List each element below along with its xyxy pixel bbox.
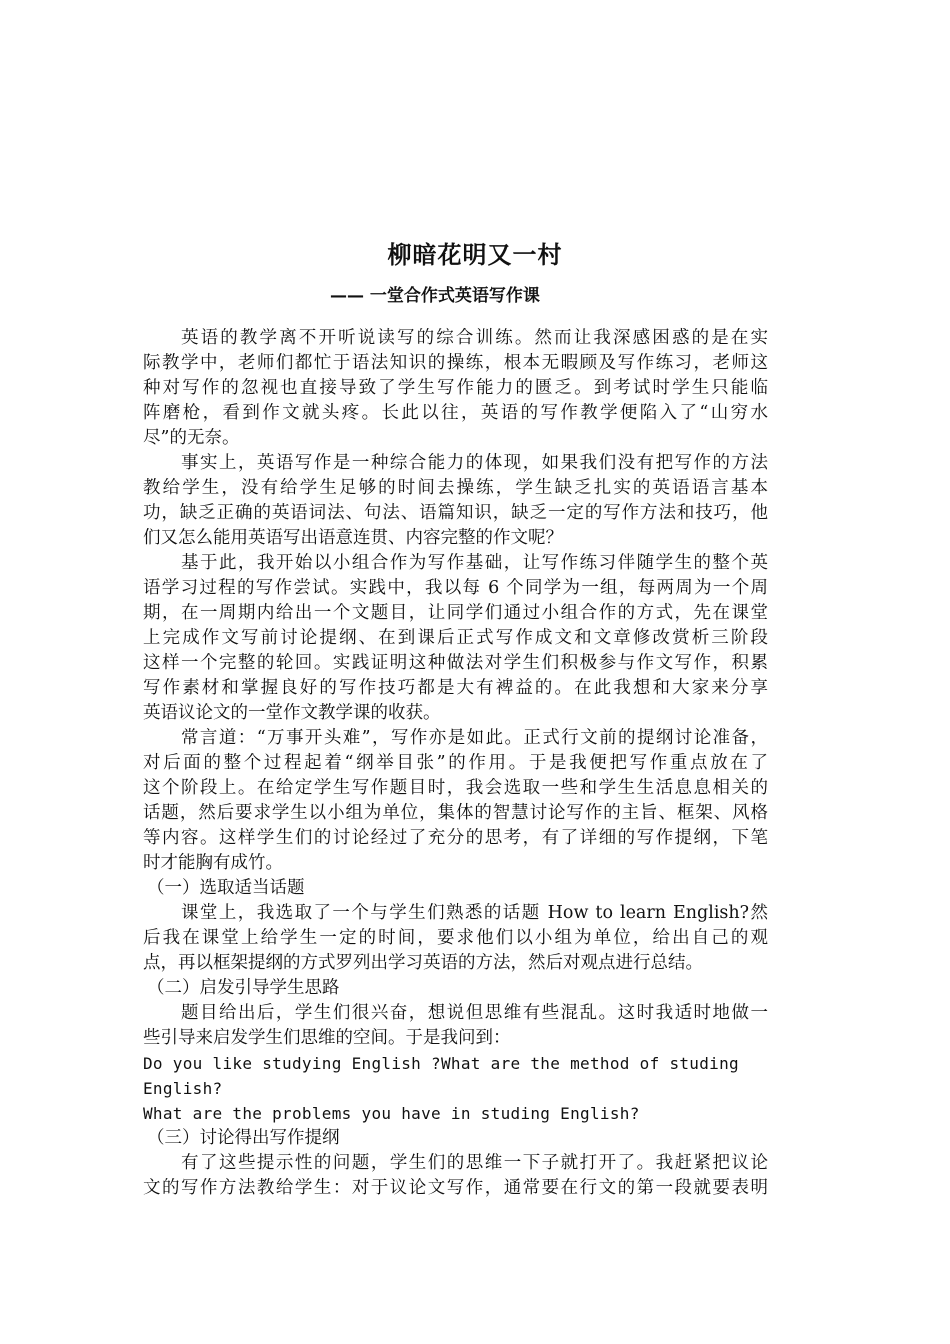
- section-heading: （三）讨论得出写作提纲: [147, 1128, 340, 1148]
- paragraph-first-line: 题目给出后，学生们很兴奋，想说但思维有些混乱。这时我适时地做一: [181, 1003, 768, 1023]
- text-line: 这个阶段上。在给定学生写作题目时，我会选取一些和学生生活息息相关的: [143, 778, 768, 798]
- section-heading: （一）选取适当话题: [147, 878, 305, 898]
- text-line: 这样一个完整的轮回。实践证明这种做法对学生们积极参与作文写作，积累: [143, 653, 768, 673]
- text-line: 功，缺乏正确的英语词法、句法、语篇知识，缺乏一定的写作方法和技巧，他: [143, 503, 768, 523]
- text-line: 阵磨枪，看到作文就头疼。长此以往，英语的写作教学便陷入了“山穷水: [143, 403, 768, 423]
- document-body: [143, 326, 768, 1201]
- text-line: 教给学生，没有给学生足够的时间去操练，学生缺乏扎实的英语语言基本: [143, 478, 768, 498]
- paragraph-last-line: 们又怎么能用英语写出语意连贯、内容完整的作文呢？: [143, 528, 563, 548]
- paragraph-first-line: 常言道：“万事开头难”，写作亦是如此。正式行文前的提纲讨论准备，: [181, 728, 768, 748]
- paragraph-first-line: 课堂上，我选取了一个与学生们熟悉的话题 How to learn English?然: [181, 903, 768, 923]
- english-question-line: English?: [143, 1079, 223, 1098]
- text-line: 文的写作方法教给学生：对于议论文写作，通常要在行文的第一段就要表明: [143, 1178, 768, 1198]
- paragraph-last-line: 时才能胸有成竹。: [143, 853, 283, 873]
- document-subtitle: —— 一堂合作式英语写作课: [330, 286, 540, 306]
- paragraph-last-line: 点，再以框架提纲的方式罗列出学习英语的方法，然后对观点进行总结。: [143, 953, 703, 973]
- paragraph-first-line: 有了这些提示性的问题，学生们的思维一下子就打开了。我赶紧把议论: [181, 1153, 768, 1173]
- text-line: 语学习过程的写作尝试。实践中，我以每 6 个同学为一组，每两周为一个周: [143, 578, 768, 598]
- paragraph-first-line: 基于此，我开始以小组合作为写作基础，让写作练习伴随学生的整个英: [181, 553, 768, 573]
- text-line: 种对写作的忽视也直接导致了学生写作能力的匮乏。到考试时学生只能临: [143, 378, 768, 398]
- text-line: 写作素材和掌握良好的写作技巧都是大有裨益的。在此我想和大家来分享: [143, 678, 768, 698]
- text-line: 等内容。这样学生们的讨论经过了充分的思考，有了详细的写作提纲，下笔: [143, 828, 768, 848]
- text-line: 上完成作文写前讨论提纲、在到课后正式写作成文和文章修改赏析三阶段: [143, 628, 768, 648]
- english-question-line: Do you like studying English ?What are the method of studing: [143, 1054, 739, 1073]
- text-line: 话题，然后要求学生以小组为单位，集体的智慧讨论写作的主旨、框架、风格: [143, 803, 768, 823]
- english-question-line: What are the problems you have in studing English?: [143, 1104, 640, 1123]
- document-title: 柳暗花明又一村: [387, 241, 563, 269]
- section-heading: （二）启发引导学生思路: [147, 978, 340, 998]
- paragraph-last-line: 些引导来启发学生们思维的空间。于是我问到：: [143, 1028, 511, 1048]
- paragraph-first-line: 事实上，英语写作是一种综合能力的体现，如果我们没有把写作的方法: [181, 453, 768, 473]
- text-line: 际教学中，老师们都忙于语法知识的操练，根本无暇顾及写作练习，老师这: [143, 353, 768, 373]
- text-line: 对后面的整个过程起着“纲举目张”的作用。于是我便把写作重点放在了: [143, 753, 768, 773]
- text-line: 后我在课堂上给学生一定的时间，要求他们以小组为单位，给出自己的观: [143, 928, 768, 948]
- paragraph-last-line: 尽”的无奈。: [143, 428, 240, 448]
- paragraph-last-line: 英语议论文的一堂作文教学课的收获。: [143, 703, 441, 723]
- text-line: 期，在一周期内给出一个文题目，让同学们通过小组合作的方式，先在课堂: [143, 603, 768, 623]
- paragraph-first-line: 英语的教学离不开听说读写的综合训练。然而让我深感困惑的是在实: [181, 328, 768, 348]
